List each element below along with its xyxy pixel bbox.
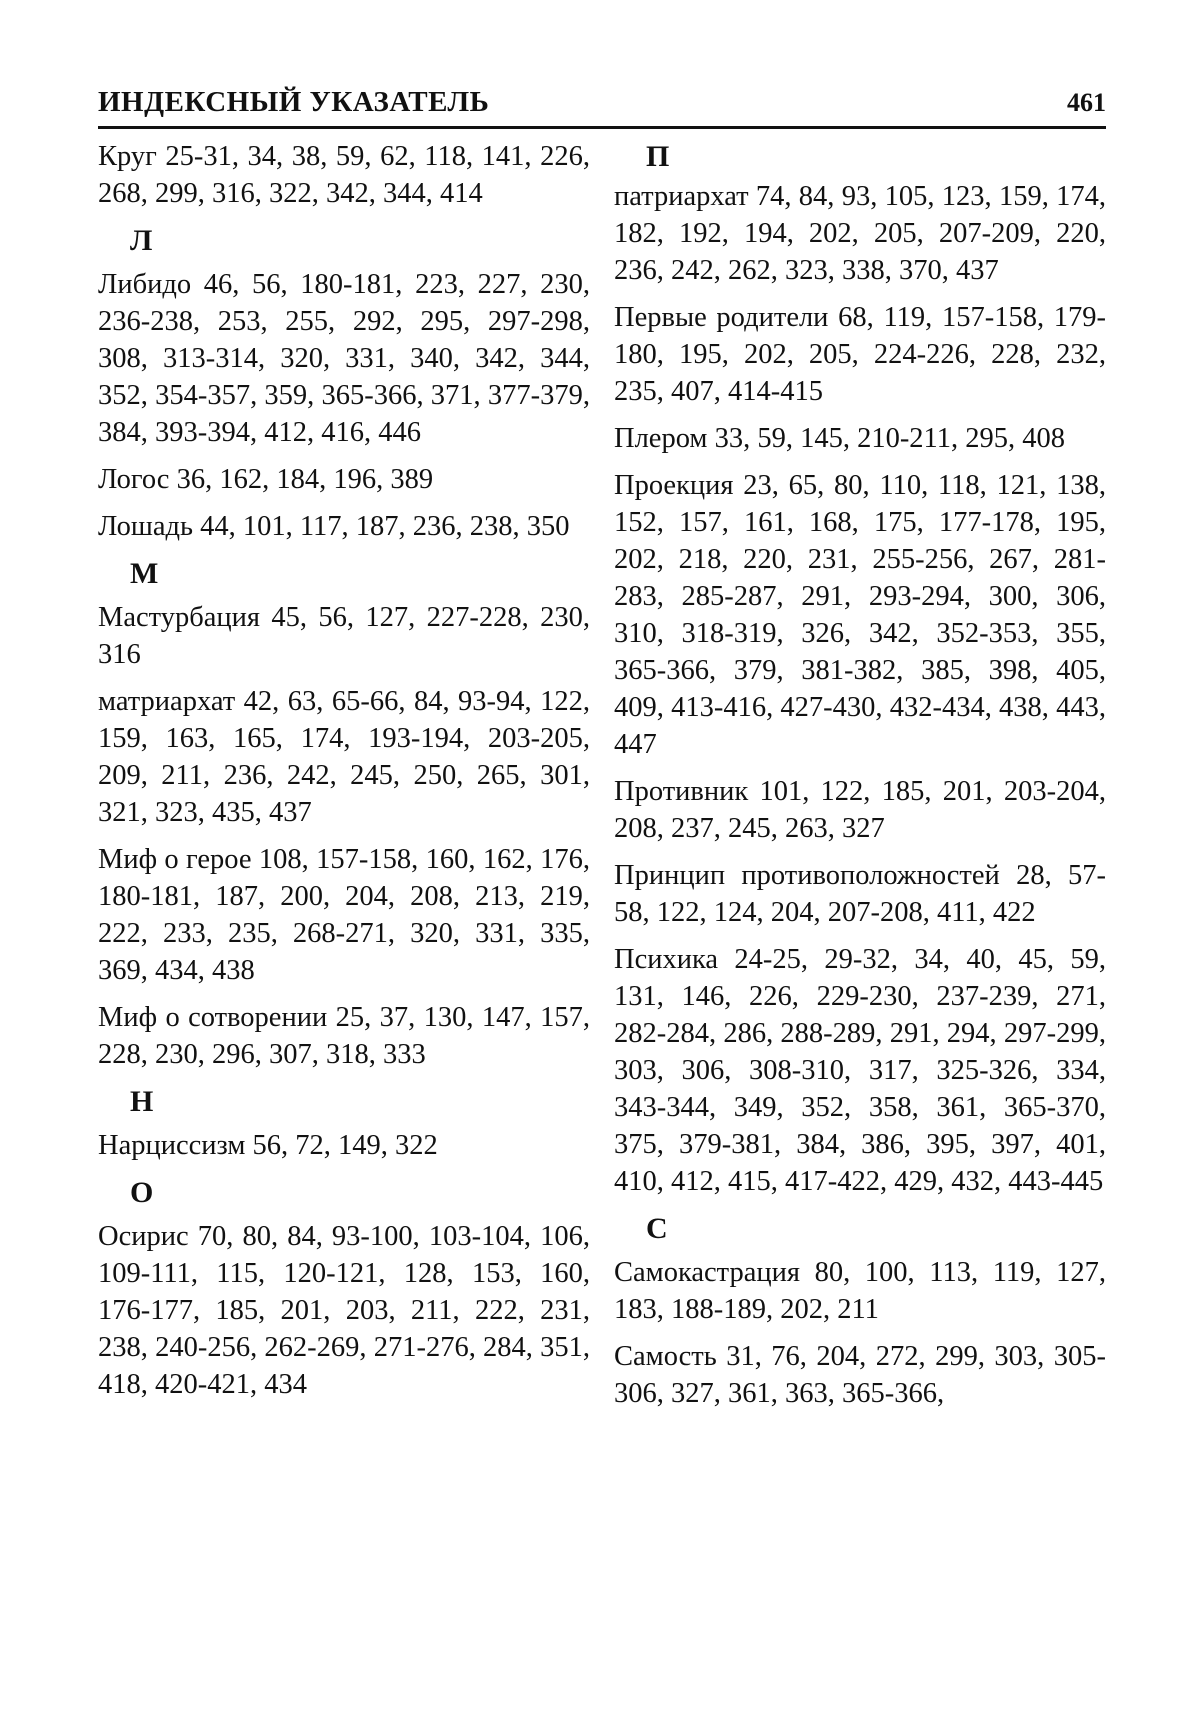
index-entry: Нарциссизм 56, 72, 149, 322 bbox=[98, 1130, 438, 1161]
page-header bbox=[98, 86, 1106, 129]
index-entry: матриархат 42, 63, 65-66, 84, 93-94, 122, 159, 163, 165, 174, 193-194, 203-205, 209, 211, 236, 242, 245, 250, 265, 301, 321, 323, 435, 437 bbox=[98, 686, 590, 828]
right-column bbox=[614, 138, 1106, 1422]
index-entry: Противник 101, 122, 185, 201, 203-204, 208, 237, 245, 263, 327 bbox=[614, 776, 1106, 844]
letter-heading: О bbox=[130, 1176, 154, 1209]
letter-heading: С bbox=[646, 1212, 668, 1245]
index-entry: Принцип противоположностей 28, 57-58, 122, 124, 204, 207-208, 411, 422 bbox=[614, 860, 1106, 928]
page-number: 461 bbox=[1067, 88, 1106, 117]
index-entry: Логос 36, 162, 184, 196, 389 bbox=[98, 464, 434, 495]
index-entry: патриархат 74, 84, 93, 105, 123, 159, 174, 182, 192, 194, 202, 205, 207-209, 220, 236, 242, 262, 323, 338, 370, 437 bbox=[614, 181, 1106, 286]
letter-heading: Л bbox=[130, 224, 153, 257]
letter-heading: М bbox=[130, 557, 159, 590]
index-entry: Самокастрация 80, 100, 113, 119, 127, 183, 188-189, 202, 211 bbox=[614, 1257, 1106, 1325]
index-entry: Мастурбация 45, 56, 127, 227-228, 230, 316 bbox=[98, 602, 590, 670]
index-entry: Первые родители 68, 119, 157-158, 179-180, 195, 202, 205, 224-226, 228, 232, 235, 407, 414-415 bbox=[614, 302, 1106, 407]
letter-heading: П bbox=[646, 140, 670, 173]
index-entry: Психика 24-25, 29-32, 34, 40, 45, 59, 131, 146, 226, 229-230, 237-239, 271, 282-284, 286, 288-289, 291, 294, 297-299, 303, 306, 308-310, 317, 325-326, 334, 343-344, 349, 352, 358, 361, 365-370, 375, 379-381, 384, 386, 395, 397, 401, 410, 412, 415, 417-422, 429, 432, 443-445 bbox=[614, 944, 1106, 1197]
index-entry: Проекция 23, 65, 80, 110, 118, 121, 138, 152, 157, 161, 168, 175, 177-178, 195, 202, 218, 220, 231, 255-256, 267, 281-283, 285-287, 291, 293-294, 300, 306, 310, 318-319, 326, 342, 352-353, 355, 365-366, 379, 381-382, 385, 398, 405, 409, 413-416, 427-430, 432-434, 438, 443, 447 bbox=[614, 470, 1106, 760]
index-entry: Миф о герое 108, 157-158, 160, 162, 176, 180-181, 187, 200, 204, 208, 213, 219, 222, 233, 235, 268-271, 320, 331, 335, 369, 434, 438 bbox=[98, 844, 590, 986]
index-entry: Лошадь 44, 101, 117, 187, 236, 238, 350 bbox=[98, 511, 570, 542]
index-entry: Плером 33, 59, 145, 210-211, 295, 408 bbox=[614, 423, 1066, 454]
running-title: ИНДЕКСНЫЙ УКАЗАТЕЛЬ bbox=[98, 86, 490, 118]
index-entry: Миф о сотворении 25, 37, 130, 147, 157, 228, 230, 296, 307, 318, 333 bbox=[98, 1002, 590, 1070]
left-column bbox=[98, 138, 590, 1413]
letter-heading: Н bbox=[130, 1085, 154, 1118]
index-entry: Осирис 70, 80, 84, 93-100, 103-104, 106, 109-111, 115, 120-121, 128, 153, 160, 176-177, 185, 201, 203, 211, 222, 231, 238, 240-256, 262-269, 271-276, 284, 351, 418, 420-421, 434 bbox=[98, 1221, 590, 1400]
index-entry: Самость 31, 76, 204, 272, 299, 303, 305-306, 327, 361, 363, 365-366, bbox=[614, 1341, 1106, 1409]
index-entry: Либидо 46, 56, 180-181, 223, 227, 230, 236-238, 253, 255, 292, 295, 297-298, 308, 313-314, 320, 331, 340, 342, 344, 352, 354-357, 359, 365-366, 371, 377-379, 384, 393-394, 412, 416, 446 bbox=[98, 269, 590, 448]
index-entry: Круг 25-31, 34, 38, 59, 62, 118, 141, 226, 268, 299, 316, 322, 342, 344, 414 bbox=[98, 141, 590, 209]
